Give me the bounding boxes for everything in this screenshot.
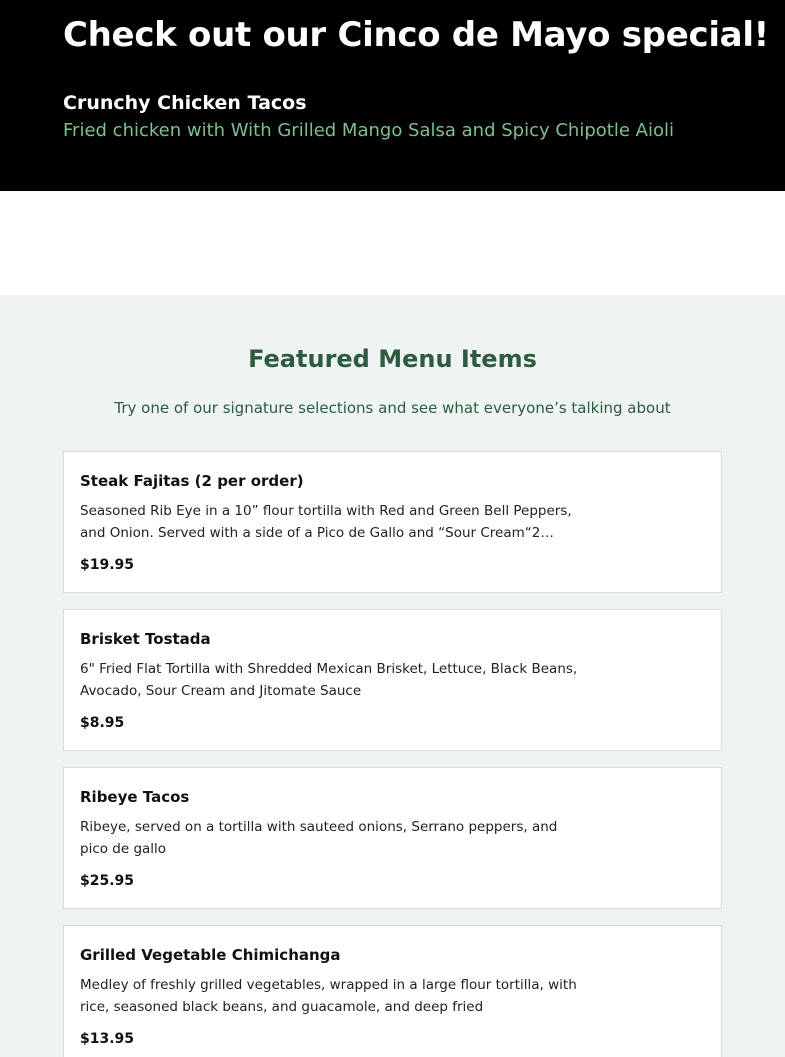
featured-menu-section [0,295,785,1057]
special-banner [0,0,785,191]
menu-item-name: Steak Fajitas (2 per order) [80,472,304,490]
menu-item-price: $13.95 [80,1031,135,1047]
menu-item-card[interactable] [63,609,722,751]
featured-section-title: Featured Menu Items [248,345,537,373]
menu-item-name: Grilled Vegetable Chimichanga [80,946,341,964]
menu-item-card[interactable] [63,767,722,909]
menu-item-description: Seasoned Rib Eye in a 10” flour tortilla with Red and Green Bell Peppers, and Onion. Served with a side of a Pico de Gallo and “Sour Cream“2 [80,503,572,541]
featured-section-subtitle: Try one of our signature selections and see what everyone’s talking about [114,399,671,417]
special-item-name: Crunchy Chicken Tacos [63,92,307,114]
special-item-description: Fried chicken with With Grilled Mango Salsa and Spicy Chipotle Aioli [63,120,674,141]
section-spacer [0,191,785,295]
special-banner-title: Check out our Cinco de Mayo special! [63,15,769,55]
menu-item-card[interactable] [63,925,722,1057]
menu-item-description: 6" Fried Flat Tortilla with Shredded Mexican Brisket, Lettuce, Black Beans, Avocado, Sour Cream and Jitomate Sauce [80,661,578,699]
menu-item-price: $25.95 [80,873,135,889]
menu-item-list [63,451,722,1057]
menu-item-description: Ribeye, served on a tortilla with sauteed onions, Serrano peppers, and pico de gallo [80,819,558,857]
menu-item-price: $8.95 [80,715,125,731]
menu-item-name: Ribeye Tacos [80,788,190,806]
menu-item-price: $19.95 [80,557,135,573]
menu-item-description: Medley of freshly grilled vegetables, wrapped in a large flour tortilla, with rice, seasoned black beans, and guacamole, and deep fried [80,977,577,1015]
menu-item-name: Brisket Tostada [80,630,211,648]
menu-item-card[interactable] [63,451,722,593]
